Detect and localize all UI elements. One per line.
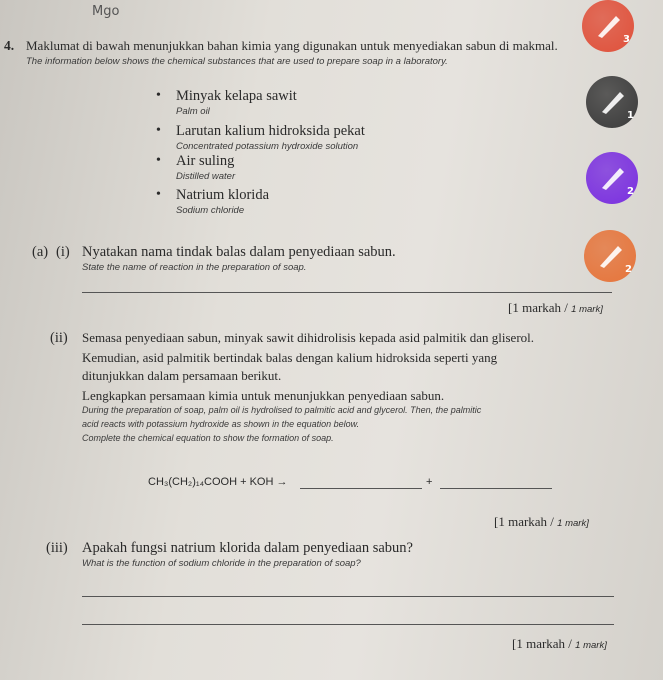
part-i-question-ms: Nyatakan nama tindak balas dalam penyediaan sabun. <box>82 244 396 260</box>
bullet-icon: • <box>156 123 161 138</box>
part-ii-text-ms-2: Kemudian, asid palmitik bertindak balas dengan kalium hidroksida seperti yang <box>82 350 498 365</box>
pen-tool-badge[interactable]: 3 <box>582 0 634 52</box>
item-nacl-en: Sodium chloride <box>176 205 245 216</box>
mark-allocation: [1 markah / 1 mark] <box>494 514 589 529</box>
bullet-icon: • <box>156 187 161 202</box>
mark-allocation: [1 markah / 1 mark] <box>508 300 603 315</box>
part-i-question-en: State the name of reaction in the preparation of soap. <box>82 262 307 273</box>
pen-icon <box>594 240 626 272</box>
item-palm-oil-ms: Minyak kelapa sawit <box>176 88 297 104</box>
item-koh-ms: Larutan kalium hidroksida pekat <box>176 123 365 139</box>
part-iii-question-en: What is the function of sodium chloride in the preparation of soap? <box>82 558 361 569</box>
item-koh-en: Concentrated potassium hydroxide solution <box>176 141 359 152</box>
intro-text-en: The information below shows the chemical substances that are used to prepare soap in a laboratory. <box>26 56 448 67</box>
part-ii-text-ms-4: Lengkapkan persamaan kimia untuk menunjukkan penyediaan sabun. <box>82 388 445 403</box>
pen-icon <box>596 162 628 194</box>
part-ii-text-en-2: acid reacts with potassium hydroxide as shown in the equation below. <box>82 419 360 429</box>
item-water-ms: Air suling <box>176 153 235 169</box>
part-ii-text-ms-1: Semasa penyediaan sabun, minyak sawit dihidrolisis kepada asid palmitik dan gliserol. <box>82 330 535 345</box>
part-iii-label: (iii) <box>46 540 68 556</box>
pen-tool-badge[interactable]: 1 <box>586 76 638 128</box>
intro-text-ms: Maklumat di bawah menunjukkan bahan kimia yang digunakan untuk menyediakan sabun di makmal. <box>26 38 558 53</box>
pen-icon <box>592 10 624 42</box>
handwritten-note: Mgo <box>92 4 120 19</box>
product-1-blank[interactable] <box>300 488 422 489</box>
part-ii-text-en-1: During the preparation of soap, palm oil is hydrolised to palmitic acid and glycerol. Then, the palmitic <box>82 405 482 415</box>
answer-line[interactable] <box>82 596 614 597</box>
plus-sign: + <box>426 476 433 488</box>
bullet-icon: • <box>156 88 161 103</box>
pen-tool-badge[interactable]: 2 <box>586 152 638 204</box>
part-ii-label: (ii) <box>50 330 68 346</box>
mark-allocation: [1 markah / 1 mark] <box>512 636 607 651</box>
item-water-en: Distilled water <box>176 171 236 182</box>
part-a-label: (a) <box>32 244 49 260</box>
pen-tool-badge[interactable]: 2 <box>584 230 636 282</box>
part-ii-text-en-3: Complete the chemical equation to show the formation of soap. <box>82 433 334 443</box>
pen-icon <box>596 86 628 118</box>
item-nacl-ms: Natrium klorida <box>176 187 270 203</box>
product-2-blank[interactable] <box>440 488 552 489</box>
bullet-icon: • <box>156 153 161 168</box>
answer-line[interactable] <box>82 624 614 625</box>
answer-line[interactable] <box>82 292 612 293</box>
part-i-label: (i) <box>56 244 70 260</box>
chemical-equation: CH₃(CH₂)₁₄COOH + KOH → <box>148 476 288 488</box>
part-iii-question-ms: Apakah fungsi natrium klorida dalam penyediaan sabun? <box>82 540 413 556</box>
part-ii-text-ms-3: ditunjukkan dalam persamaan berikut. <box>82 368 282 383</box>
question-number: 4. <box>4 38 15 53</box>
item-palm-oil-en: Palm oil <box>176 106 210 117</box>
